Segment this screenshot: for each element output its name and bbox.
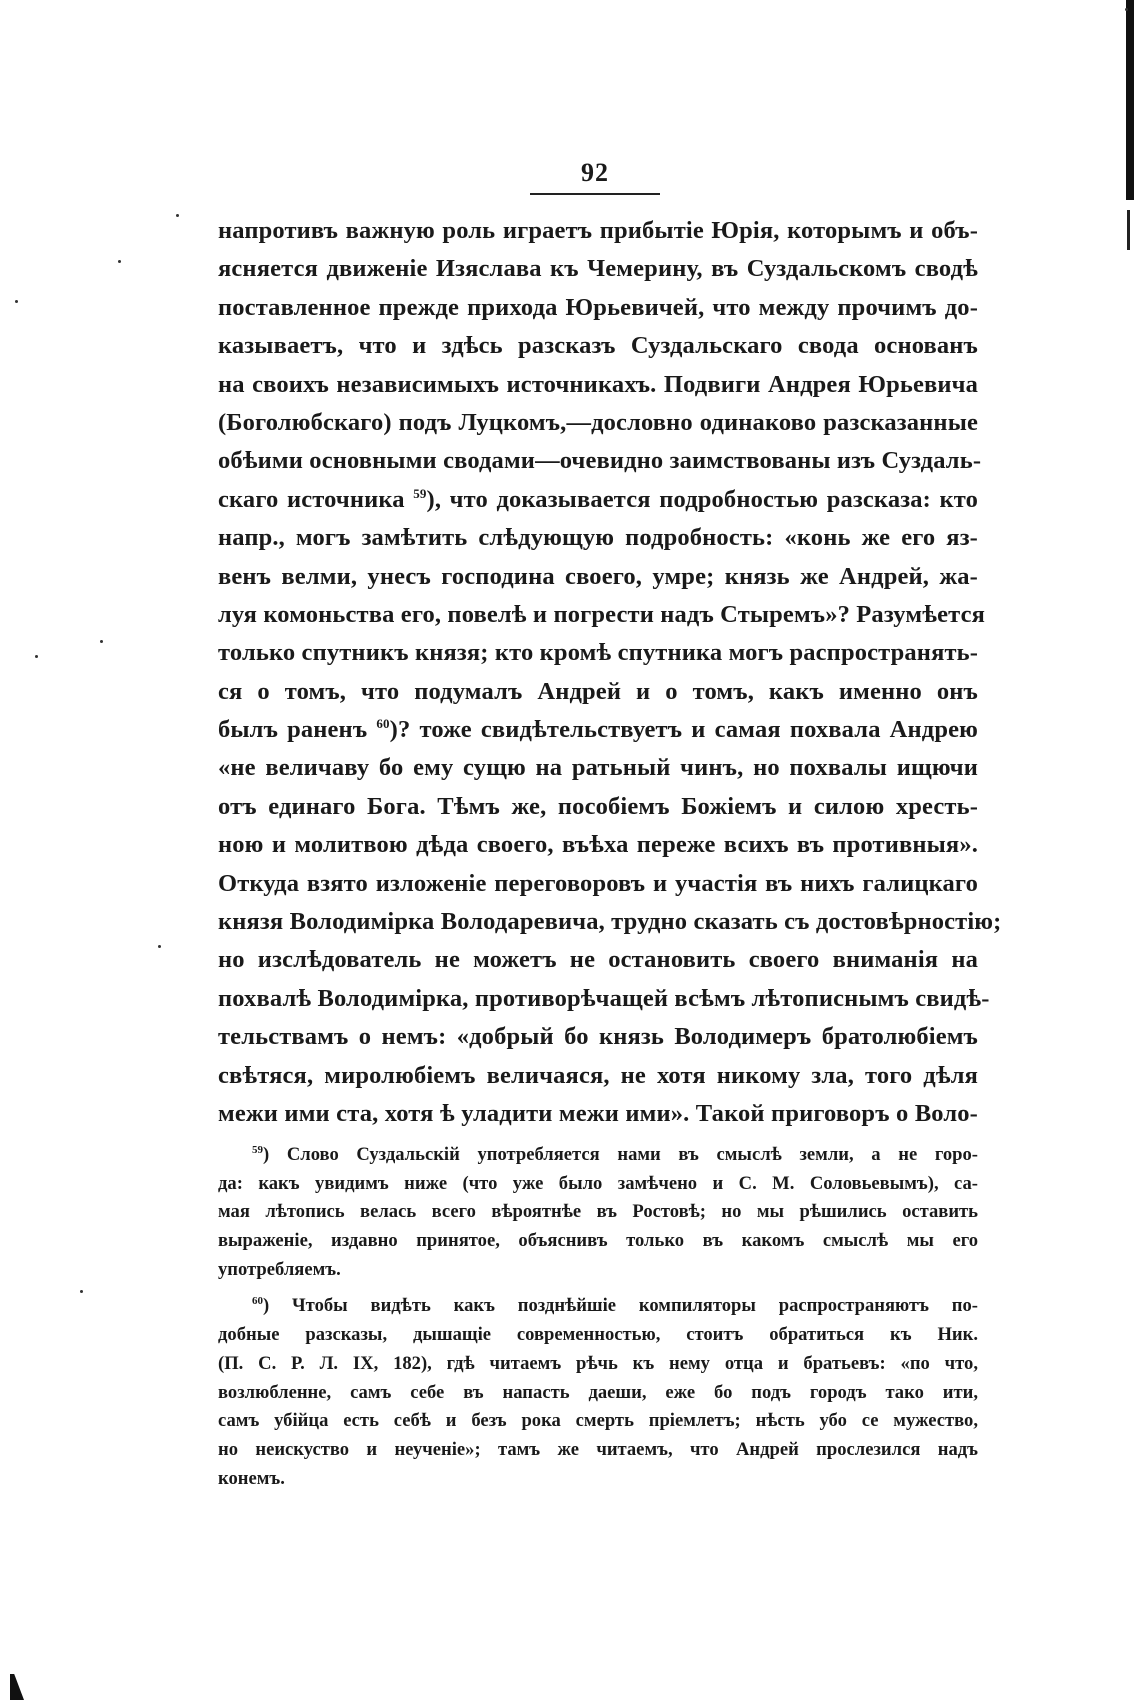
scan-speck <box>158 945 161 948</box>
text-line: тельствамъ о немъ: «добрый бо князь Володимеръ братолюбіемъ <box>218 1023 978 1051</box>
footnotes <box>218 1141 978 1501</box>
main-text <box>218 212 1002 1133</box>
page-number-rule <box>530 193 660 195</box>
text-line: «не величаву бо ему сущю на ратьный чинъ, но похвалы ищючи <box>218 754 978 782</box>
text-line: свѣтяся, миролюбіемъ величаяся, не хотя никому зла, того дѣля <box>218 1061 978 1089</box>
text-line: но изслѣдователь не можетъ не остановить своего вниманія на <box>218 946 978 974</box>
footnote-line: (П. С. Р. Л. IX, 182), гдѣ читаемъ рѣчь къ нему отца и братьевъ: «по что, <box>218 1352 978 1374</box>
scan-corner-mark <box>10 1674 24 1700</box>
footnote-60 <box>218 1292 978 1493</box>
footnote-line: самъ убійца есть себѣ и безъ рока смерть пріемлетъ; нѣсть убо се мужество, <box>218 1410 978 1432</box>
text-line: ся о томъ, что подумалъ Андрей и о томъ, какъ именно онъ <box>218 677 978 705</box>
text-line: напр., могъ замѣтить слѣдующую подробность: «конь же его яз- <box>218 524 978 552</box>
scan-speck <box>176 214 179 217</box>
text-line: отъ единаго Бога. Тѣмъ же, пособіемъ Божіемъ и силою хресть- <box>218 792 978 820</box>
footnote-59 <box>218 1141 978 1284</box>
footnote-marker: 60 <box>252 1295 263 1308</box>
text-line: напротивъ важную роль играетъ прибытіе Юрія, которымъ и объ- <box>218 217 978 244</box>
text-line: скаго источника $^{59}$), что доказывается подробностью разсказа: кто <box>218 485 979 513</box>
text-line: ясняется движеніе Изяслава къ Чемерину, въ Суздальскомъ сводѣ <box>218 255 978 283</box>
footnote-line: употребляемъ. <box>218 1258 341 1280</box>
scan-edge-shadow <box>1126 0 1134 200</box>
text-line: межи ими ста, хотя ѣ уладити межи ими». Такой приговоръ о Воло- <box>218 1099 978 1127</box>
text-line: похвалѣ Володимірка, противорѣчащей всѣмъ лѣтописнымъ свидѣ- <box>218 984 990 1012</box>
text-line: на своихъ независимыхъ источникахъ. Подвиги Андрея Юрьевича <box>218 370 978 398</box>
footnote-marker: 59 <box>252 1143 263 1156</box>
text-line: (Боголюбскаго) подъ Луцкомъ,—дословно одинаково разсказанные <box>218 408 978 436</box>
footnote-line: выраженіе, издавно принятое, объяснивъ только въ какомъ смыслѣ мы его <box>218 1230 978 1252</box>
footnote-line: конемъ. <box>218 1467 285 1489</box>
text-line: венъ велми, унесъ господина своего, умре; князь же Андрей, жа- <box>218 562 978 590</box>
footnote-line: добные разсказы, дышащіе современностью, стоитъ обратиться къ Ник. <box>218 1324 978 1346</box>
text-line: луя комоньства его, повелѣ и погрести надъ Стыремъ»? Разумѣется <box>218 600 985 628</box>
scan-speck <box>80 1290 83 1293</box>
text-line: только спутникъ князя; кто кромѣ спутника могъ распространять- <box>218 639 979 667</box>
page-number: 92 <box>581 158 609 187</box>
footnote-line: $^{60}$) Чтобы видѣть какъ позднѣйшіе компиляторы распространяютъ по- <box>252 1295 978 1317</box>
text-line: казываетъ, что и здѣсь разсказъ Суздальскаго свода основанъ <box>218 332 978 360</box>
scan-speck <box>1125 8 1128 11</box>
text-line: Откуда взято изложеніе переговоровъ и участія въ нихъ галицкаго <box>218 869 978 897</box>
scan-speck <box>35 655 38 658</box>
footnote-line: да: какъ увидимъ ниже (что уже было замѣчено и С. М. Соловьевымъ), са- <box>218 1172 978 1194</box>
scan-speck <box>100 640 103 643</box>
footnote-line: мая лѣтопись велась всего вѣроятнѣе въ Ростовѣ; но мы рѣшились оставить <box>218 1201 978 1223</box>
text-line: ною и молитвою дѣда своего, въѣха переже всихъ въ противныя». <box>218 831 978 859</box>
text-line: обѣими основными сводами—очевидно заимствованы изъ Суздаль- <box>218 447 982 475</box>
text-line: былъ раненъ $^{60}$)? тоже свидѣтельствуетъ и самая похвала Андрею <box>218 715 979 744</box>
footnote-line: возлюбленне, самъ себе въ напасть даеши, еже бо подъ городъ тако ити, <box>218 1381 978 1403</box>
text-line: князя Володимірка Володаревича, трудно сказать съ достовѣрностію; <box>218 908 1002 936</box>
scan-edge-mark <box>1127 210 1130 250</box>
footnote-ref-59[interactable]: 59 <box>413 485 427 501</box>
footnote-ref-60[interactable]: 60 <box>376 715 390 731</box>
text-line: поставленное прежде прихода Юрьевичей, что между прочимъ до- <box>218 293 978 321</box>
footnote-line: $^{59}$) Слово Суздальскій употребляется нами въ смыслѣ земли, а не горо- <box>252 1143 978 1165</box>
scan-speck <box>15 300 18 303</box>
footnote-line: но неискуство и неученіе»; тамъ же читаемъ, что Андрей прослезился надъ <box>218 1438 978 1460</box>
scan-speck <box>118 260 121 263</box>
